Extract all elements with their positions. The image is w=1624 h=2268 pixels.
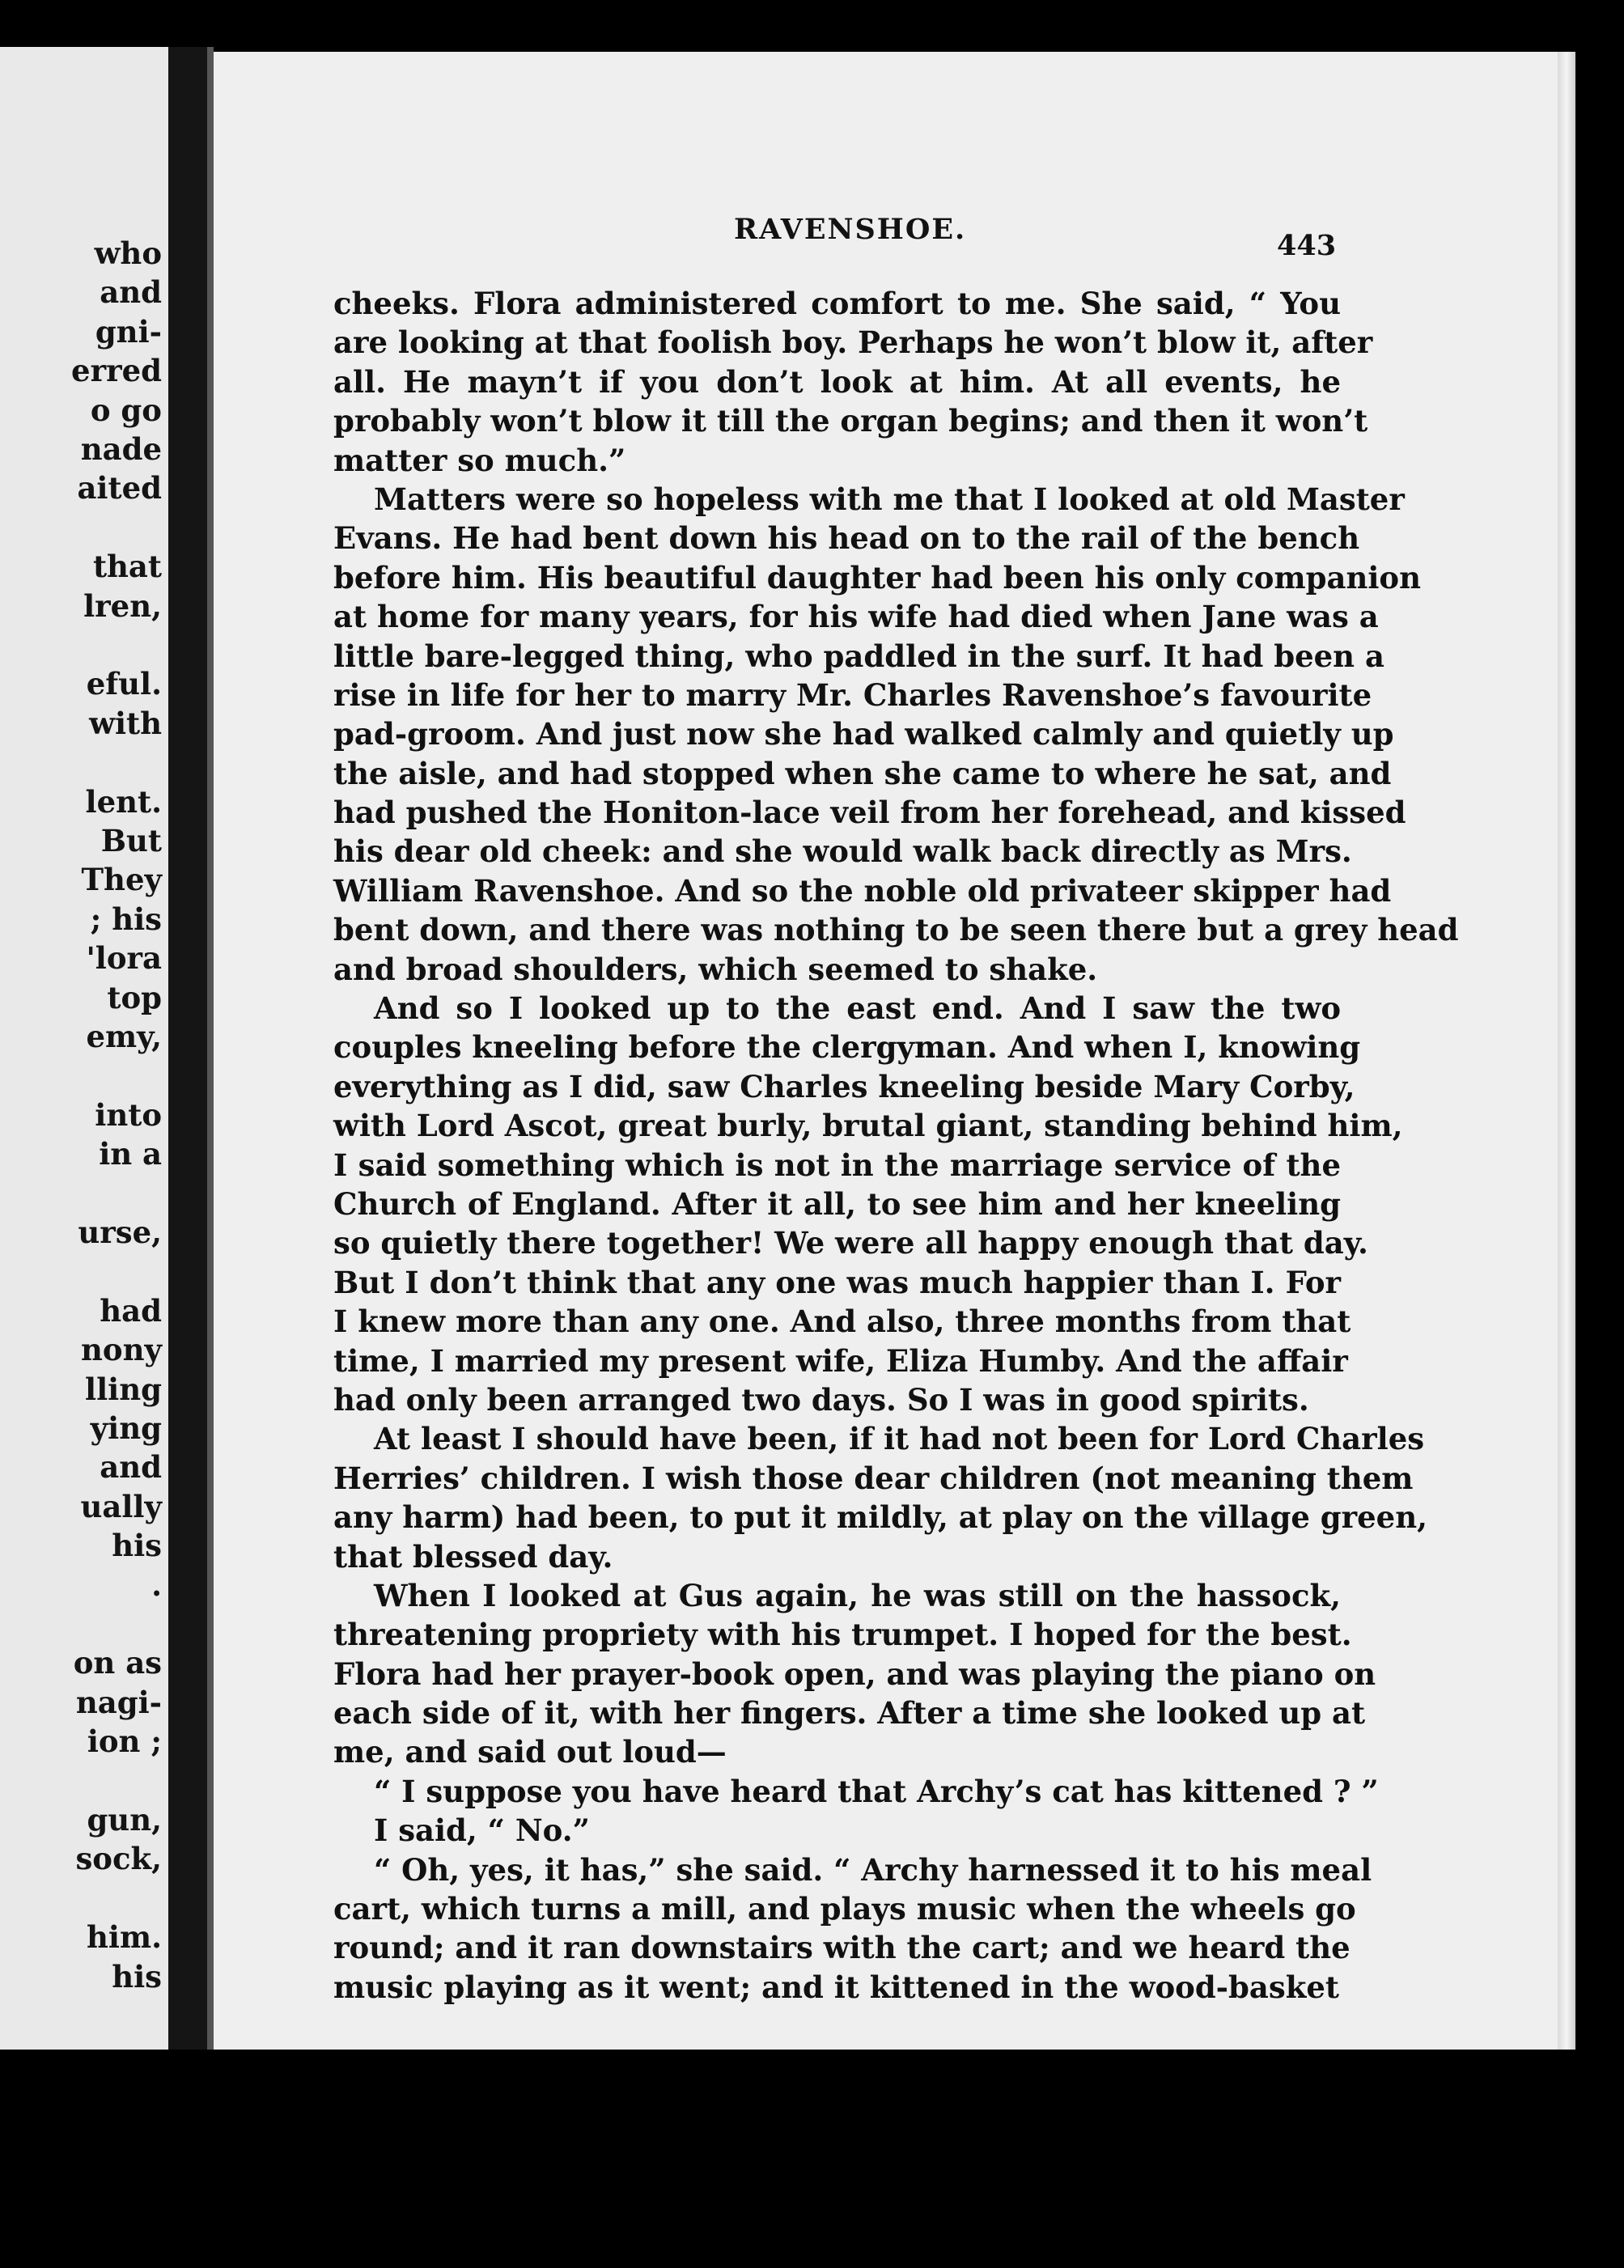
facing-page-fragment: nade <box>80 431 162 467</box>
text-line: matter so much.” <box>333 442 626 478</box>
facing-page-fragment: him. <box>87 1919 162 1956</box>
text-line: “ Oh, yes, it has,” she said. “ Archy harnessed it to his meal <box>374 1851 1372 1888</box>
text-line: with Lord Ascot, great burly, brutal giant, standing behind him, <box>333 1108 1403 1144</box>
text-line: round; and it ran downstairs with the cart; and we heard the <box>333 1930 1351 1966</box>
text-line: But I don’t think that any one was much happier than I. For <box>333 1264 1341 1300</box>
paragraph <box>333 1772 1379 1811</box>
facing-page-fragment: on as <box>73 1645 162 1681</box>
text-line: before him. His beautiful daughter had been his only companion <box>333 559 1422 596</box>
paragraph <box>333 989 1403 1419</box>
facing-page-fragment: that <box>92 549 162 585</box>
facing-page-fragment: his <box>112 1958 162 1995</box>
text-line: bent down, and there was nothing to be seen there but a grey head <box>333 912 1459 948</box>
book-spine <box>168 47 207 2050</box>
running-head: RAVENSHOE. <box>734 213 967 246</box>
text-line: each side of it, with her fingers. After a time she looked up at <box>333 1695 1366 1732</box>
text-line: I knew more than any one. And also, three months from that <box>333 1304 1351 1340</box>
text-line: Herries’ children. I wish those dear children (not meaning them <box>333 1460 1414 1496</box>
facing-page-fragment: nony <box>81 1332 162 1368</box>
facing-page-fragment: erred <box>71 353 162 389</box>
facing-page-fragment: in a <box>99 1136 162 1172</box>
text-line: pad-groom. And just now she had walked calmly and quietly up <box>333 716 1394 752</box>
text-line: had only been arranged two days. So I was in good spirits. <box>333 1381 1309 1418</box>
facing-page-fragment: nagi- <box>75 1684 162 1720</box>
facing-page-fragment: ually <box>80 1488 162 1524</box>
text-line: me, and said out loud— <box>333 1734 727 1770</box>
text-line: When I looked at Gus again, he was still on the hassock, <box>374 1577 1341 1613</box>
text-line: Church of England. After it all, to see him and her kneeling <box>333 1185 1341 1222</box>
page-number: 443 <box>1277 229 1337 262</box>
text-line: And so I looked up to the east end. And I saw the two <box>374 990 1341 1027</box>
text-line: William Ravenshoe. And so the noble old privateer skipper had <box>333 872 1392 909</box>
text-line: At least I should have been, if it had not been for Lord Charles <box>374 1421 1425 1457</box>
text-line: all. He mayn’t if you don’t look at him. At all events, he <box>333 363 1341 400</box>
facing-page-fragment: and <box>100 1449 162 1486</box>
facing-page-fragment: sock, <box>75 1841 162 1877</box>
text-line: and broad shoulders, which seemed to shake. <box>333 951 1098 987</box>
facing-page-fragment: ; his <box>90 901 162 937</box>
text-line: so quietly there together! We were all happy enough that day. <box>333 1225 1368 1261</box>
text-line: that blessed day. <box>333 1538 613 1575</box>
text-line: at home for many years, for his wife had died when Jane was a <box>333 599 1379 635</box>
facing-page-fragment: urse, <box>78 1215 162 1250</box>
text-line: music playing as it went; and it kittened in the wood-basket <box>333 1969 1339 2005</box>
facing-page-fragment: his <box>112 1528 162 1564</box>
text-line: the aisle, and had stopped when she came to where he sat, and <box>333 755 1392 791</box>
paragraph <box>333 480 1459 989</box>
text-line: cart, which turns a mill, and plays music when the wheels go <box>333 1891 1356 1927</box>
page-edge <box>1558 52 1575 2050</box>
text-line: rise in life for her to marry Mr. Charles Ravenshoe’s favourite <box>333 676 1372 713</box>
text-line: cheeks. Flora administered comfort to me. She said, “ You <box>333 286 1341 321</box>
text-line: everything as I did, saw Charles kneeling beside Mary Corby, <box>333 1068 1355 1104</box>
text-line: his dear old cheek: and she would walk back directly as Mrs. <box>333 833 1352 870</box>
facing-page-fragment: aited <box>77 470 162 507</box>
paragraph <box>333 284 1373 480</box>
facing-page-fragment: top <box>107 979 162 1015</box>
paragraph <box>333 1811 1341 1850</box>
text-line: probably won’t blow it till the organ begins; and then it won’t <box>333 403 1368 439</box>
facing-page-fragment: and <box>100 274 162 311</box>
facing-page-fragment: lling <box>85 1371 162 1407</box>
paragraph <box>333 1419 1427 1576</box>
paragraph <box>333 1576 1376 1772</box>
facing-page-fragment: ion ; <box>87 1723 162 1760</box>
facing-page-fragment: eful. <box>86 666 162 702</box>
facing-page-fragment: with <box>89 705 162 741</box>
paragraph <box>333 1850 1372 2007</box>
text-line: couples kneeling before the clergyman. And when I, knowing <box>333 1029 1361 1066</box>
facing-page-fragment: gni- <box>95 313 162 350</box>
text-line: Evans. He had bent down his head on to the rail of the bench <box>333 520 1360 557</box>
page-gutter <box>207 47 214 2050</box>
facing-page-fragment: into <box>95 1096 162 1133</box>
text-line: “ I suppose you have heard that Archy’s cat has kittened ? ” <box>374 1773 1379 1809</box>
facing-page-fragment: They <box>81 862 162 898</box>
facing-page <box>0 47 168 2050</box>
facing-page-fragment: . <box>151 1566 162 1603</box>
text-line: Flora had her prayer-book open, and was playing the piano on <box>333 1655 1376 1692</box>
facing-page-fragment: emy, <box>86 1019 162 1054</box>
facing-page-fragment: lent. <box>85 783 162 820</box>
facing-page-fragment: ying <box>90 1410 162 1446</box>
text-line: are looking at that foolish boy. Perhaps he won’t blow it, after <box>333 324 1373 361</box>
facing-page-fragment: But <box>100 823 162 858</box>
text-line: time, I married my present wife, Eliza Humby. And the affair <box>333 1342 1348 1379</box>
text-line: had pushed the Honiton-lace veil from her forehead, and kissed <box>333 795 1406 831</box>
facing-page-fragment: who <box>94 235 162 271</box>
facing-page-fragment: 'lora <box>86 940 162 977</box>
text-line: Matters were so hopeless with me that I looked at old Master <box>374 481 1405 517</box>
text-line: threatening propriety with his trumpet. I hoped for the best. <box>333 1617 1352 1653</box>
body-text <box>333 284 1459 2007</box>
facing-page-fragment: had <box>100 1292 162 1329</box>
text-line: little bare-legged thing, who paddled in the surf. It had been a <box>333 638 1384 674</box>
text-line: any harm) had been, to put it mildly, at play on the village green, <box>333 1499 1427 1536</box>
text-line: I said something which is not in the marriage service of the <box>333 1147 1341 1183</box>
facing-page-fragment: gun, <box>87 1802 162 1838</box>
text-line: I said, “ No.” <box>374 1812 590 1849</box>
facing-page-fragment: o go <box>90 392 162 428</box>
facing-page-fragment: lren, <box>83 587 162 624</box>
